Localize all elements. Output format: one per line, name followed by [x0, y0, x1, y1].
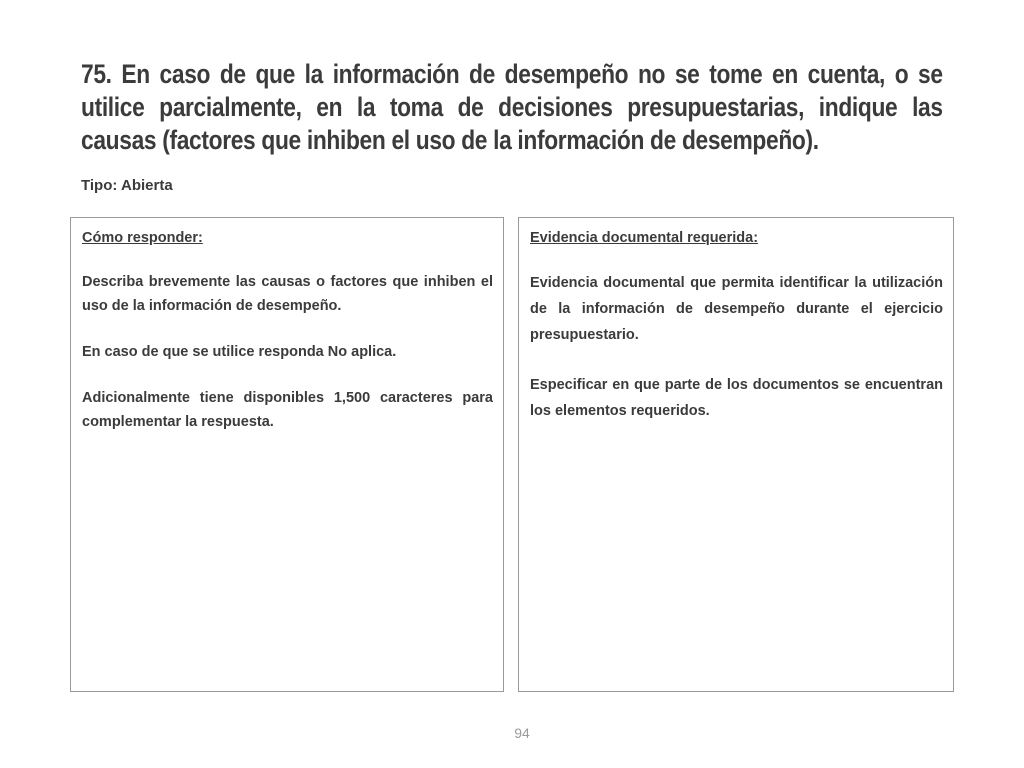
question-type: Tipo: Abierta: [81, 177, 173, 194]
evidence-box: [518, 217, 954, 692]
evidence-paragraph: Evidencia documental que permita identificar la utilización de la información de desempeño durante el ejercicio presupuestario.: [530, 275, 943, 343]
evidence-heading: Evidencia documental requerida:: [530, 230, 759, 246]
how-to-answer-paragraph: En caso de que se utilice responda No aplica.: [82, 344, 397, 360]
how-to-answer-paragraph: Adicionalmente tiene disponibles 1,500 caracteres para complementar la respuesta.: [82, 390, 493, 430]
evidence-paragraph: Especificar en que parte de los documentos se encuentran los elementos requeridos.: [530, 377, 943, 419]
how-to-answer-box: [70, 217, 504, 692]
how-to-answer-heading: Cómo responder:: [82, 230, 203, 246]
page-number: 94: [514, 725, 530, 741]
how-to-answer-paragraph: Describa brevemente las causas o factores que inhiben el uso de la información de desempeño.: [82, 274, 493, 314]
question-title: 75. En caso de que la información de desempeño no se tome en cuenta, o se utilice parcialmente, en la toma de decisiones presupuestarias, indique las causas (factores que inhiben el uso de la información de desempeño).: [81, 59, 943, 155]
